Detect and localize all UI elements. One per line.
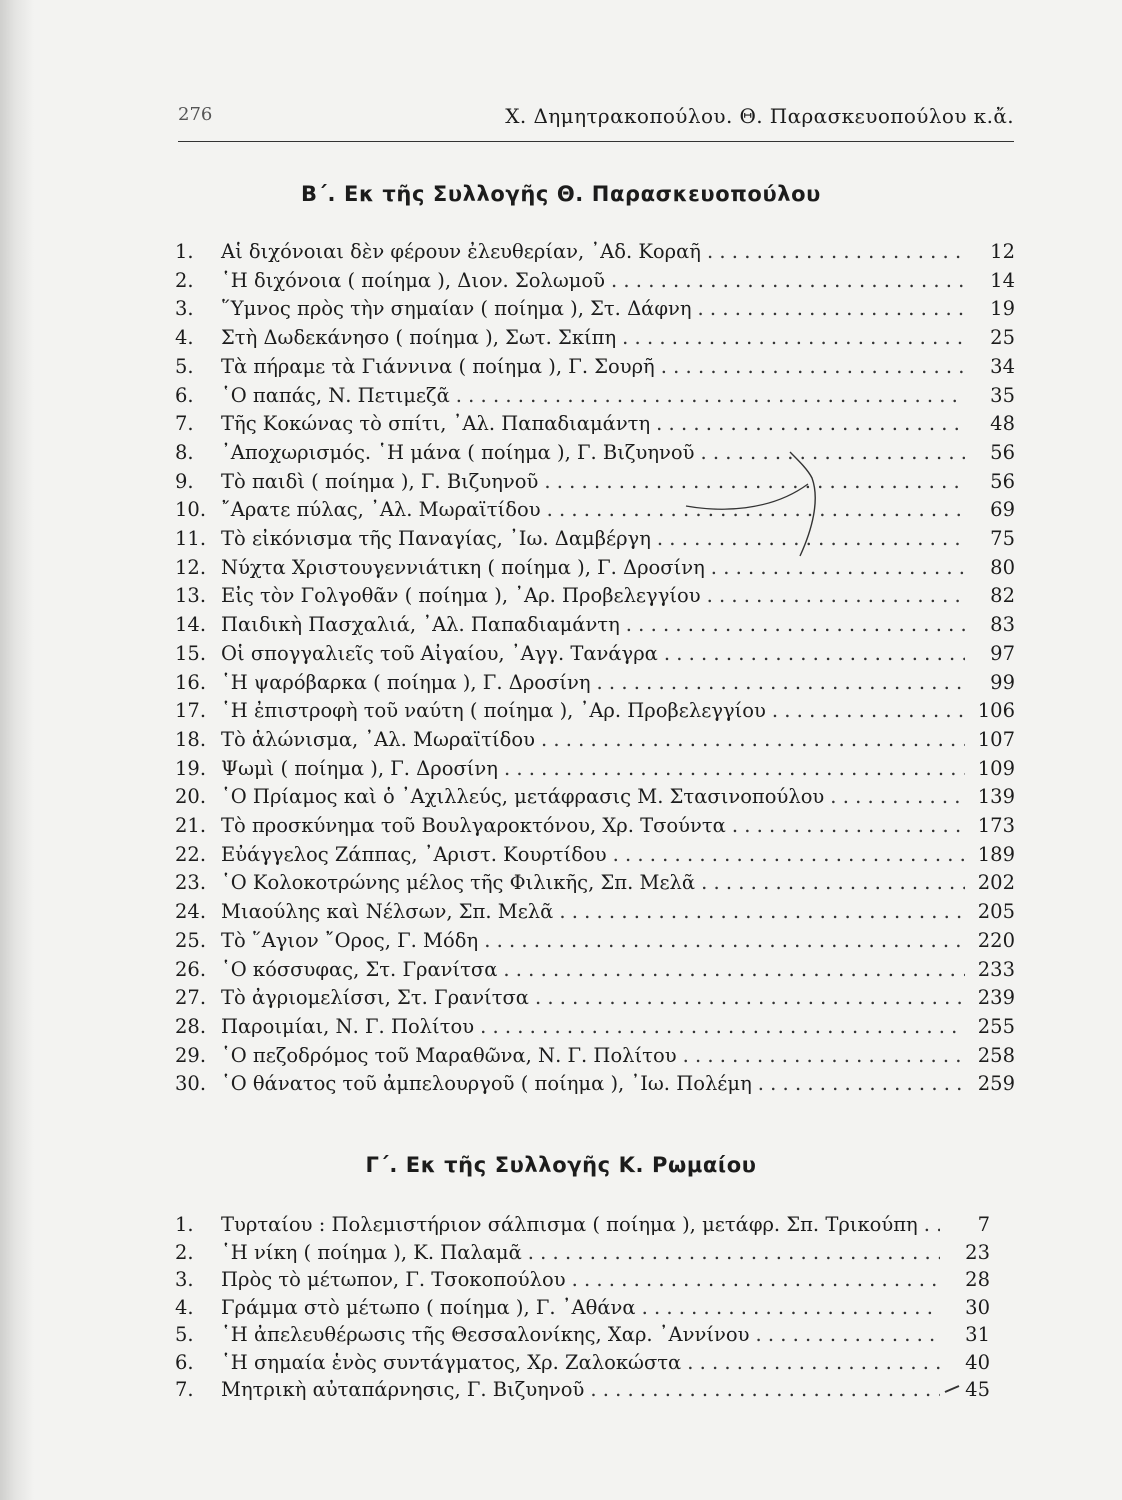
entry-title: Αἱ διχόνοιαι δὲν φέρουν ἐλευθερίαν, ᾿Αδ. Κοραῆ [221,240,701,263]
leader-dots [456,384,965,407]
toc-entry [175,1378,990,1407]
entry-page: 220 [977,928,1015,952]
toc-entry [175,1044,1015,1073]
entry-page: 82 [990,584,1015,608]
entry-title: ᾿Αποχωρισμός. ῾Η μάνα ( ποίημα ), Γ. Βιζυηνοῦ [221,440,695,464]
entry-number: 10. [175,498,207,522]
entry-number: 18. [175,727,207,751]
entry-number: 1. [175,240,194,263]
leader-dots [528,1241,940,1264]
entry-title: Πρὸς τὸ μέτωπον, Γ. Τσοκοπούλου [221,1268,566,1291]
entry-page: 56 [990,469,1015,493]
leader-dots [732,814,965,837]
toc-entry [175,527,1015,556]
toc-entry [175,556,1015,585]
entry-number: 27. [175,986,207,1010]
entry-number: 28. [175,1014,207,1038]
entry-number: 4. [175,1295,194,1319]
entry-title: Ψωμὶ ( ποίημα ), Γ. Δροσίνη [221,756,498,780]
entry-number: 14. [175,613,207,637]
toc-entry [175,843,1015,872]
page-header [178,104,1014,140]
entry-number: 11. [175,527,207,550]
toc-entry [175,1241,990,1270]
leader-dots [613,843,965,866]
leader-dots [772,699,965,722]
entry-title: ῞Υμνος πρὸς τὴν σημαίαν ( ποίημα ), Στ. Δάφνη [221,297,692,321]
leader-dots [755,1323,940,1346]
entry-number: 4. [175,326,194,350]
page-binding-edge [0,0,34,1500]
entry-number: 3. [175,1268,194,1291]
toc-entry [175,326,1015,355]
toc-entry [175,728,1015,757]
entry-page: 19 [990,297,1015,321]
leader-dots [830,785,965,808]
entry-title: ῾Η ψαρόβαρκα ( ποίημα ), Γ. Δροσίνη [221,670,591,694]
entry-title: ῾Ο κόσσυφας, Στ. Γρανίτσα [221,957,498,981]
entry-page: 255 [977,1014,1015,1038]
leader-dots [611,269,965,292]
entry-page: 258 [977,1043,1015,1067]
toc-entry [175,814,1015,843]
leader-dots [664,642,965,665]
entry-title: Τὸ εἰκόνισμα τῆς Παναγίας, ᾿Ιω. Δαμβέργη [221,527,651,550]
entry-number: 17. [175,699,207,723]
leader-dots [484,929,965,952]
toc-entry [175,441,1015,470]
entry-title: Γράμμα στὸ μέτωπο ( ποίημα ), Γ. ᾿Αθάνα [221,1295,636,1319]
entry-number: 5. [175,1323,194,1346]
entry-title: ῾Ο θάνατος τοῦ ἀμπελουργοῦ ( ποίημα ), ᾿Ιω. Πολέμη [221,1072,752,1096]
entry-page: 75 [990,527,1015,550]
leader-dots [480,1015,965,1038]
entry-title: Τὸ ἁλώνισμα, ᾿Αλ. Μωραϊτίδου [221,727,535,751]
toc-entry [175,355,1015,384]
entry-page: 259 [977,1072,1015,1096]
entry-title: Τὰ πήραμε τὰ Γιάννινα ( ποίημα ), Γ. Σουρῆ [221,354,655,378]
leader-dots [590,1378,940,1401]
entry-page: 48 [990,412,1015,436]
entry-title: ῾Η νίκη ( ποίημα ), Κ. Παλαμᾶ [221,1240,522,1264]
entry-number: 23. [175,871,207,895]
entry-title: ῾Η ἀπελευθέρωσις τῆς Θεσσαλονίκης, Χαρ. ᾿Αννίνου [221,1323,750,1346]
entry-number: 21. [175,814,207,837]
leader-dots [924,1213,940,1236]
toc-entry [175,1268,990,1297]
entry-title: Τῆς Κοκώνας τὸ σπίτι, ᾿Αλ. Παπαδιαμάντη [221,412,651,436]
entry-number: 3. [175,297,194,321]
entry-page: 80 [990,555,1015,579]
entry-page: 23 [965,1240,990,1264]
toc-entry [175,384,1015,413]
entry-page: 14 [990,268,1015,292]
toc-entry [175,871,1015,900]
entry-page: 109 [977,756,1015,780]
leader-dots [683,1044,965,1067]
toc-entry [175,613,1015,642]
leader-dots [698,297,965,320]
entry-page: 40 [965,1350,990,1374]
leader-dots [656,412,965,435]
entry-title: Στὴ Δωδεκάνησο ( ποίημα ), Σωτ. Σκίπη [221,326,617,350]
entry-title: Νύχτα Χριστουγεννιάτικη ( ποίημα ), Γ. Δροσίνη [221,555,705,579]
entry-title: Μιαούλης καὶ Νέλσων, Σπ. Μελᾶ [221,900,554,924]
entry-title: Παιδικὴ Πασχαλιά, ᾿Αλ. Παπαδιαμάντη [221,613,620,637]
entry-page: 34 [990,354,1015,378]
entry-number: 29. [175,1043,207,1067]
leader-dots [541,728,965,751]
entry-title: ῎Αρατε πύλας, ᾿Αλ. Μωραϊτίδου [221,498,541,522]
entry-number: 26. [175,957,207,981]
entry-title: ῾Η ἐπιστροφὴ τοῦ ναύτη ( ποίημα ), ᾿Αρ. Προβελεγγίου [221,699,766,723]
entry-page: 173 [977,814,1015,837]
entry-page: 12 [990,240,1015,263]
entry-page: 139 [977,785,1015,809]
entry-title: ῾Ο παπάς, Ν. Πετιμεζᾶ [221,383,450,407]
section-b-title: Β΄. Εκ τῆς Συλλογῆς Θ. Παρασκευοπούλου [301,182,821,206]
page-number: 276 [178,104,213,125]
entry-number: 7. [175,412,194,436]
entry-number: 30. [175,1072,207,1096]
toc-entry [175,785,1015,814]
toc-entry [175,470,1015,499]
running-head: Χ. Δημητρακοπούλου. Θ. Παρασκευοπούλου κ.ἄ. [505,104,1014,128]
toc-entry [175,1072,1015,1101]
toc-entry [175,1296,990,1325]
toc-entry [175,1015,1015,1044]
section-c-title: Γ΄. Εκ τῆς Συλλογῆς Κ. Ρωμαίου [365,1153,757,1177]
leader-dots [701,871,965,894]
entry-page: 239 [977,986,1015,1010]
leader-dots [622,326,965,349]
entry-title: Τὸ ῞Αγιον ῎Ορος, Γ. Μόδη [221,928,479,952]
entry-page: 45 [965,1378,990,1401]
entry-number: 19. [175,756,207,780]
toc-entry [175,757,1015,786]
entry-page: 31 [965,1323,990,1346]
entry-page: 202 [977,871,1015,895]
leader-dots [661,355,965,378]
entry-title: Παροιμίαι, Ν. Γ. Πολίτου [221,1014,475,1038]
leader-dots [707,584,965,607]
entry-title: Μητρικὴ αὐταπάρνησις, Γ. Βιζυηνοῦ [221,1378,585,1401]
leader-dots [572,1268,940,1291]
entry-number: 13. [175,584,207,608]
entry-number: 15. [175,641,207,665]
toc-entry [175,642,1015,671]
entry-page: 28 [965,1268,990,1291]
entry-page: 69 [990,498,1015,522]
entry-title: Οἱ σπογγαλιεῖς τοῦ Αἰγαίου, ᾿Αγγ. Τανάγρα [221,641,658,665]
entry-page: 205 [977,900,1015,924]
entry-number: 2. [175,268,194,292]
entry-title: Εἰς τὸν Γολγοθᾶν ( ποίημα ), ᾿Αρ. Προβελεγγίου [221,584,701,608]
leader-dots [597,671,965,694]
entry-page: 189 [977,842,1015,866]
toc-entry [175,412,1015,441]
leader-dots [626,613,965,636]
header-rule [178,141,1014,142]
entry-number: 8. [175,440,194,464]
entry-page: 233 [977,957,1015,981]
entry-title: ῾Ο Κολοκοτρώνης μέλος τῆς Φιλικῆς, Σπ. Μελᾶ [221,871,696,895]
entry-number: 12. [175,555,207,579]
entry-number: 25. [175,928,207,952]
toc-entry [175,269,1015,298]
entry-title: ῾Ο Πρίαμος καὶ ὁ ᾿Αχιλλεύς, μετάφρασις Μ. Στασινοπούλου [221,785,825,809]
entry-page: 35 [990,383,1015,407]
toc-entry [175,584,1015,613]
entry-page: 97 [990,641,1015,665]
entry-page: 106 [977,699,1015,723]
entry-number: 6. [175,383,194,407]
leader-dots [535,986,965,1009]
entry-title: Τὸ προσκύνημα τοῦ Βουλγαροκτόνου, Χρ. Τσούντα [221,814,726,837]
leader-dots [503,958,965,981]
entry-page: 107 [977,727,1015,751]
toc-entry [175,1351,990,1380]
leader-dots [711,556,965,579]
entry-number: 16. [175,670,207,694]
entry-title: Τὸ παιδὶ ( ποίημα ), Γ. Βιζυηνοῦ [221,469,539,493]
entry-page: 30 [965,1295,990,1319]
leader-dots [559,900,965,923]
entry-number: 20. [175,785,207,809]
entry-number: 1. [175,1213,194,1236]
toc-entry [175,1323,990,1352]
toc-entry [175,986,1015,1015]
leader-dots [707,240,965,263]
entry-number: 22. [175,842,207,866]
entry-title: Τυρταίου : Πολεμιστήριον σάλπισμα ( ποίημα ), μετάφρ. Σπ. Τρικούπη [221,1213,918,1236]
leader-dots [700,441,965,464]
entry-number: 9. [175,469,194,493]
toc-entry [175,297,1015,326]
toc-entry [175,929,1015,958]
entry-title: ῾Η διχόνοια ( ποίημα ), Διον. Σολωμοῦ [221,268,606,292]
leader-dots [642,1296,940,1319]
toc-entry [175,699,1015,728]
toc-entry [175,958,1015,987]
leader-dots [547,498,965,521]
leader-dots [544,470,965,493]
leader-dots [687,1351,940,1374]
entry-title: ῾Ο πεζοδρόμος τοῦ Μαραθῶνα, Ν. Γ. Πολίτου [221,1043,677,1067]
toc-entry [175,900,1015,929]
leader-dots [657,527,965,550]
toc-entry [175,498,1015,527]
entry-page: 25 [990,326,1015,350]
entry-page: 99 [990,670,1015,694]
toc-entry [175,240,1015,269]
entry-title: Τὸ ἀγριομελίσσι, Στ. Γρανίτσα [221,986,529,1010]
entry-page: 56 [990,440,1015,464]
entry-title: Εὐάγγελος Ζάππας, ᾿Αριστ. Κουρτίδου [221,842,607,866]
leader-dots [758,1072,965,1095]
toc-entry [175,671,1015,700]
entry-number: 7. [175,1378,194,1401]
entry-number: 6. [175,1350,194,1374]
entry-page: 7 [977,1213,990,1236]
entry-title: ῾Η σημαία ἑνὸς συντάγματος, Χρ. Ζαλοκώστα [221,1350,682,1374]
entry-number: 5. [175,354,194,378]
entry-number: 2. [175,1240,194,1264]
entry-number: 24. [175,900,207,924]
toc-entry [175,1213,990,1242]
leader-dots [504,757,965,780]
entry-page: 83 [990,613,1015,637]
